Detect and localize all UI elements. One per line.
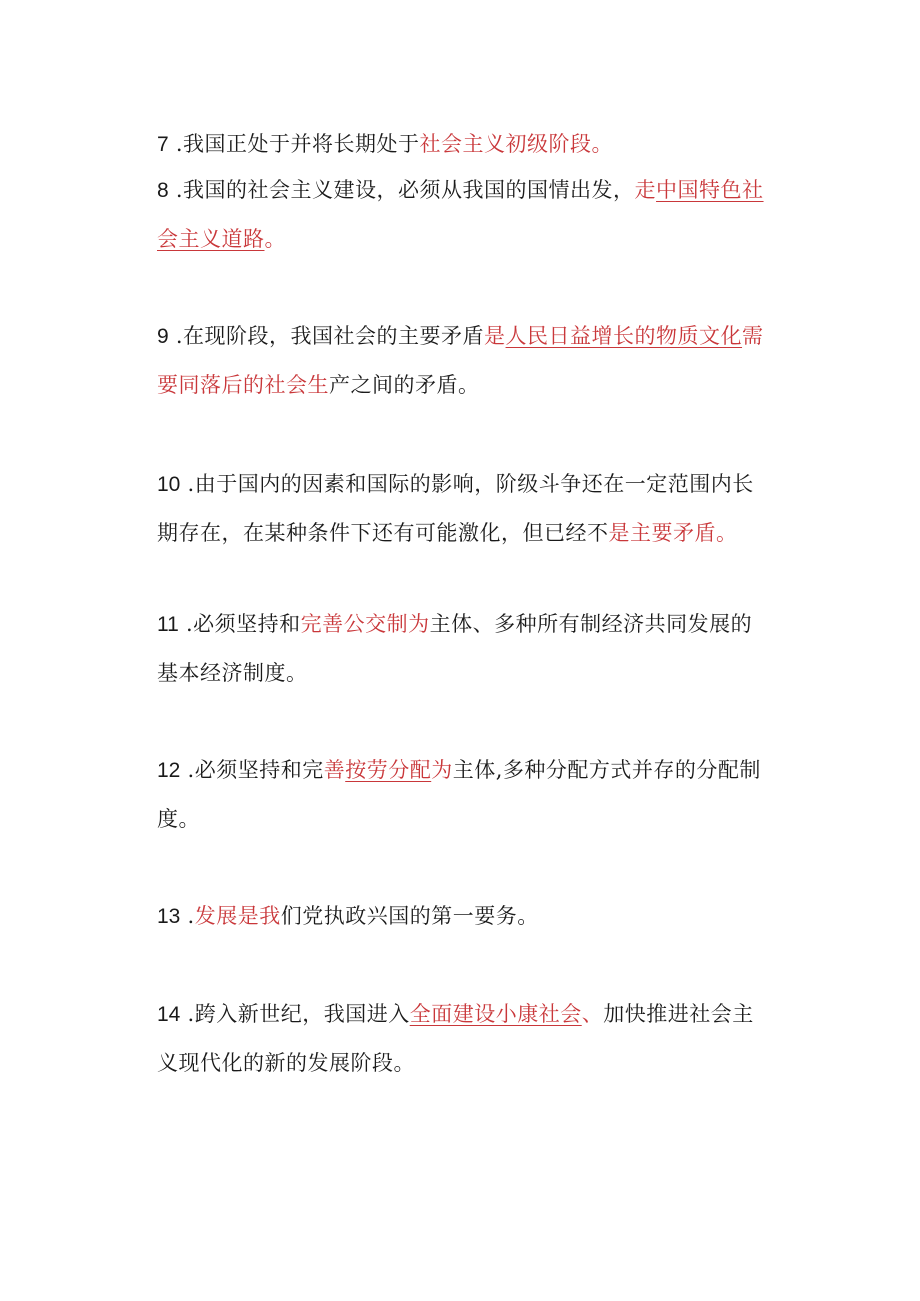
item-text: .必须坚持和 [178, 612, 301, 636]
underlined-answer: 按劳分配 [345, 758, 432, 782]
item-text: 主体,多种分配方式并存的分配制度。 [157, 758, 761, 831]
item-7 [157, 120, 767, 169]
item-14 [157, 990, 767, 1087]
item-13 [157, 892, 767, 941]
item-text: 产之间的矛盾。 [329, 373, 480, 397]
item-number: 14 [157, 1003, 181, 1026]
item-12 [157, 746, 767, 843]
highlight-text: 需要同落后的社会生 [157, 324, 764, 397]
item-number: 7 [157, 133, 169, 156]
item-text: .在现阶段，我国社会的主要矛盾 [168, 324, 485, 348]
item-text: .跨入新世纪，我国进入 [180, 1002, 410, 1026]
item-number: 8 [157, 179, 169, 202]
highlight-text: 是主要矛盾。 [608, 521, 738, 545]
highlight-text: 走 [634, 178, 657, 202]
item-text: 加快推进社会主义现代化的新的发展阶段。 [157, 1002, 754, 1075]
item-text: 们党执政兴国的第一要务。 [280, 904, 539, 928]
item-text: .我国正处于并将长期处于 [168, 132, 420, 156]
highlight-text: 。 [264, 227, 286, 251]
highlight-text: 为 [431, 758, 453, 782]
item-number: 9 [157, 325, 169, 348]
item-10 [157, 460, 767, 557]
item-text: .我国的社会主义建设，必须从我国的国情出发， [168, 178, 635, 202]
item-text: 主体、多种所有制经济共同发展的基本经济制度。 [157, 612, 753, 685]
highlight-text: 、 [581, 1002, 604, 1026]
item-number: 12 [157, 759, 181, 782]
underlined-answer: 人民日益增长的物质文化 [505, 324, 743, 348]
highlight-text: 社会主义初级阶段。 [419, 132, 614, 156]
item-text: .由于国内的因素和国际的影响，阶级斗争还在一定范围内长期存在，在某种条件下还有可能激化，但已经不 [157, 472, 754, 545]
item-number: 13 [157, 905, 181, 928]
underlined-answer: 中国特色社会主义道路 [157, 178, 764, 251]
highlight-text: 完善公交制为 [300, 612, 430, 636]
item-11 [157, 600, 767, 697]
highlight-text: 善 [323, 758, 346, 782]
item-text: . [180, 904, 195, 928]
underlined-answer: 全面建设小康社会 [409, 1002, 582, 1026]
item-8 [157, 166, 767, 263]
highlight-text: 是 [484, 324, 506, 348]
highlight-text: 发展是我 [194, 904, 281, 928]
item-number: 11 [157, 613, 179, 636]
item-9 [157, 312, 767, 409]
item-text: .必须坚持和完 [180, 758, 324, 782]
item-number: 10 [157, 473, 181, 496]
